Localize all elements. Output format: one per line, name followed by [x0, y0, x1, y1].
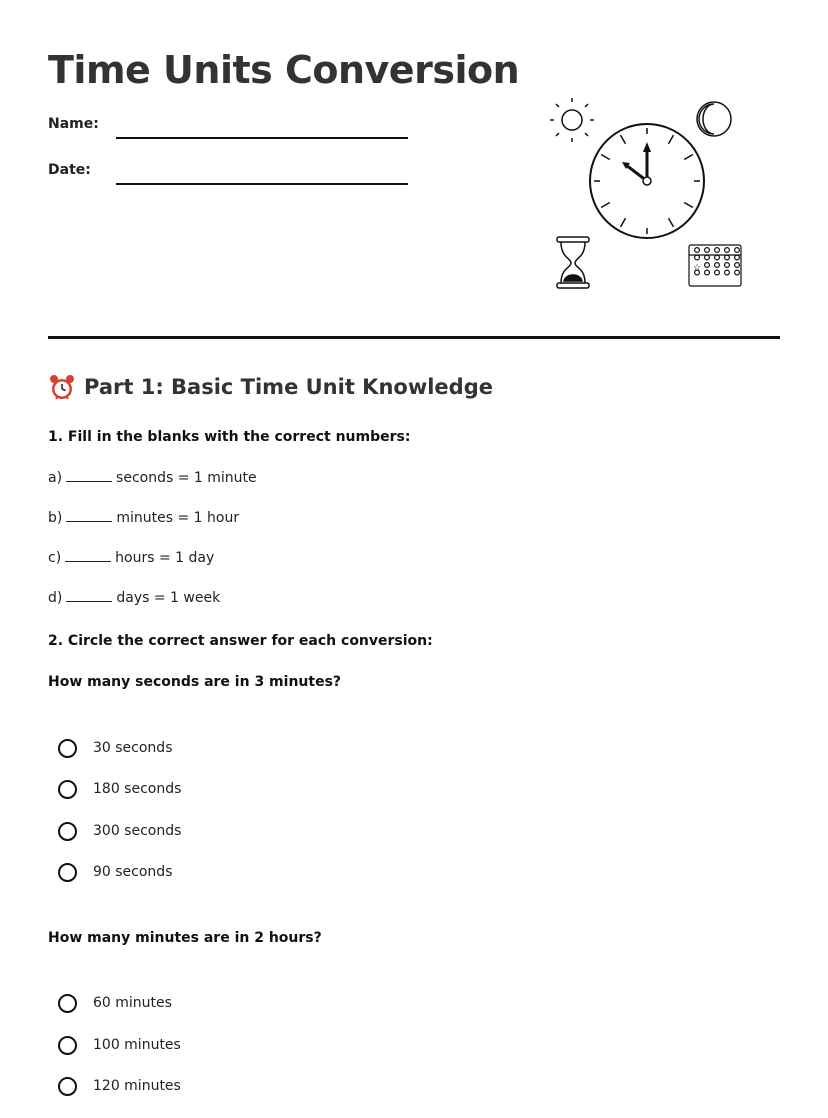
fill-item-b: [48, 509, 239, 526]
q2-question-1-prompt: How many seconds are in 3 minutes?: [48, 674, 342, 690]
option-90-seconds[interactable]: [58, 860, 173, 884]
calendar-day-dot: [715, 263, 720, 268]
answer-blank[interactable]: [65, 549, 111, 562]
calendar-day-dot: [695, 255, 700, 260]
option-30-seconds[interactable]: [58, 736, 173, 760]
fill-item-letter: c): [48, 550, 62, 566]
radio-circle[interactable]: [58, 739, 77, 758]
q2-question-2-prompt: How many minutes are in 2 hours?: [48, 930, 322, 946]
fill-item-a: [48, 469, 257, 486]
calendar-day-dot: [725, 263, 730, 268]
calendar-day-dot: [725, 270, 730, 275]
calendar-day-dot: [705, 263, 710, 268]
calendar-day-dot: [705, 270, 710, 275]
moon-icon: [697, 102, 731, 136]
fill-item-letter: a): [48, 470, 63, 486]
fill-item-text: seconds = 1 minute: [116, 470, 257, 486]
option-label: 180 seconds: [93, 781, 182, 797]
option-120-minutes[interactable]: [58, 1074, 181, 1098]
answer-blank[interactable]: [66, 469, 112, 482]
sun-icon: [550, 98, 594, 142]
fill-item-text: hours = 1 day: [115, 550, 215, 566]
answer-blank[interactable]: [66, 589, 112, 602]
worksheet-title: Time Units Conversion: [48, 48, 520, 92]
radio-circle[interactable]: [58, 780, 77, 799]
calendar-day-dot: [695, 248, 700, 253]
q1-heading: 1. Fill in the blanks with the correct numbers:: [48, 429, 411, 445]
calendar-day-dot: [715, 248, 720, 253]
calendar-day-dot: [725, 255, 730, 260]
date-label: Date:: [48, 162, 91, 178]
fill-item-d: [48, 589, 220, 606]
q2-heading: 2. Circle the correct answer for each conversion:: [48, 633, 433, 649]
calendar-icon: [689, 245, 741, 286]
fill-item-letter: b): [48, 510, 63, 526]
radio-circle[interactable]: [58, 863, 77, 882]
answer-blank[interactable]: [66, 509, 112, 522]
calendar-day-dot: [715, 255, 720, 260]
option-label: 60 minutes: [93, 995, 172, 1011]
option-label: 300 seconds: [93, 823, 182, 839]
svg-text:☆: ☆: [692, 263, 702, 273]
section-divider: [48, 336, 780, 339]
radio-circle[interactable]: [58, 1077, 77, 1096]
part1-heading-text: Part 1: Basic Time Unit Knowledge: [84, 375, 493, 399]
time-illustration: [546, 92, 750, 294]
calendar-day-dot: [725, 248, 730, 253]
option-label: 90 seconds: [93, 864, 173, 880]
option-label: 100 minutes: [93, 1037, 181, 1053]
calendar-day-dot: [735, 248, 740, 253]
date-field[interactable]: [48, 162, 408, 188]
option-300-seconds[interactable]: [58, 819, 181, 843]
option-60-minutes[interactable]: [58, 991, 172, 1015]
option-label: 120 minutes: [93, 1078, 181, 1094]
fill-item-letter: d): [48, 590, 63, 606]
option-label: 30 seconds: [93, 740, 173, 756]
name-label: Name:: [48, 116, 99, 132]
radio-circle[interactable]: [58, 822, 77, 841]
radio-circle[interactable]: [58, 1036, 77, 1055]
option-100-minutes[interactable]: [58, 1033, 181, 1057]
calendar-day-dot: [735, 255, 740, 260]
hourglass-icon: [557, 237, 589, 288]
clock-icon: [590, 124, 704, 238]
calendar-day-dot: [735, 263, 740, 268]
calendar-day-dot: [715, 270, 720, 275]
radio-circle[interactable]: [58, 994, 77, 1013]
option-180-seconds[interactable]: [58, 777, 181, 801]
calendar-day-dot: [705, 248, 710, 253]
calendar-day-dot: [735, 270, 740, 275]
fill-item-text: days = 1 week: [116, 590, 221, 606]
alarm-clock-icon: [48, 373, 76, 401]
date-line[interactable]: [116, 183, 408, 185]
fill-item-text: minutes = 1 hour: [116, 510, 240, 526]
fill-item-c: [48, 549, 214, 566]
name-field[interactable]: [48, 116, 408, 142]
name-line[interactable]: [116, 137, 408, 139]
part1-heading: [48, 373, 493, 401]
calendar-day-dot: [705, 255, 710, 260]
